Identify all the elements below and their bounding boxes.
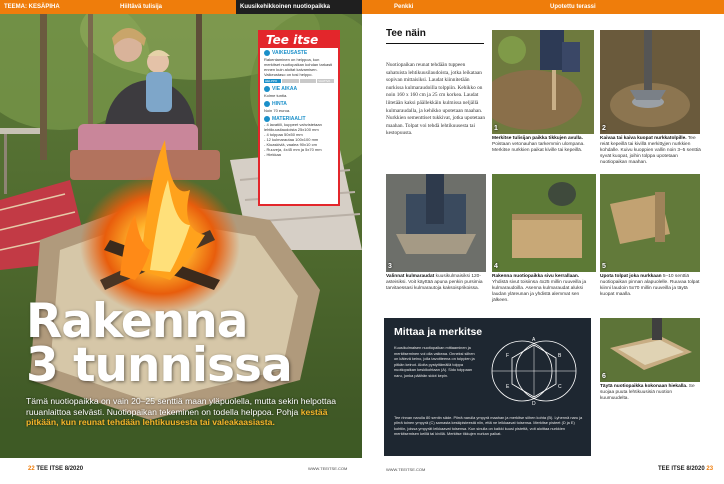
step-photo-1 — [492, 30, 594, 134]
step-caption-3: Valinnat kulmaraudat kuusikulmaisiksi 120-asteisiksi. Voit käyttää apuna penkin pursimia tarvitaessasi kulmarautoja kaksoisprikoissa. — [386, 274, 483, 291]
clock-icon — [264, 86, 270, 92]
material-item: - Ruuveja, 4x45 mm ja 5x70 mm — [264, 147, 322, 152]
point-label-b: B — [558, 353, 562, 359]
step-photo-5 — [600, 174, 700, 272]
right-topbar — [362, 0, 724, 14]
measure-title: Mittaa ja merkitse — [394, 326, 483, 338]
material-item: - Kiuaskiviä, vaalea 90x10 cm — [264, 142, 317, 147]
measure-box — [384, 318, 591, 456]
section-tab — [0, 0, 116, 14]
page-number: 22 — [28, 466, 35, 472]
difficulty-scale: HELPPO VAATIVA — [264, 79, 334, 83]
materials-list — [264, 122, 334, 157]
step-number: 5 — [602, 263, 606, 270]
website: WWW.TEEITSE.COM — [308, 466, 348, 471]
difficulty-section: VAIKEUSASTE Rakentaminen on helppoa, kun merkitset nuotiopaikan kohdan tarkasti ennen kuin aloitat kaivamisen. Vaikeustaso on tosi helppo. HELPPO VAATIVA — [264, 50, 333, 83]
website: WWW.TEEITSE.COM — [386, 467, 426, 472]
step-photo-6 — [600, 318, 700, 382]
step-caption-1: Merkitse tulisijan paikka tikkujen avulla. Poistaan vetonauhan tarkemmin ulompana. Merkitse nurkkien paikat kiville tai kepeillä. — [492, 136, 585, 153]
material-item: - 4 tolppaa 50x50 mm — [264, 132, 303, 137]
difficulty-text: Rakentaminen on helppoa, kun merkitset nuotiopaikan kohdan tarkasti ennen kuin aloitat kaivamisen. Vaikeustaso on tosi helppo. — [264, 57, 333, 77]
price-section: HINTA Noin 70 euroa. — [260, 99, 338, 114]
step-caption-4: Rakenna nuotiopaikka sivu kerrallaan. Yhdistä sivut toisiinsa 4x25 millin ruuveilla ja kulmaraudoilla. Asenna kulmaraudat aluksi laudan yläreunan ja yhdistä alemmat sen jälkeen. — [492, 274, 587, 303]
time-text: Kolme tuntia. — [264, 93, 288, 98]
time-section: VIE AIKAA Kolme tuntia. — [260, 84, 338, 99]
measure-instructions: Tee rinnan narulla 80 sentin säde. Piirrä narulla ympyrä maahan ja merkitse siihen kohta (B). Lyhennä naru ja piirrä toinen ympyrä (C) samasta keskipisteestä niin, että ne leikkaavat toisensa. Merkitse pisteet (D ja E) kohtiin, joissa ympyrät leikkaavat toisensa. Kun sinulla on kaikki kuusi pistettä, voit aloittaa nurkkien merkitsemisen keillä tai kivillä. Merkitse tikkujen nurkan paikat. — [394, 415, 583, 437]
article-headline: Rakenna 3 tunnissa — [26, 294, 292, 393]
point-label-d: D — [532, 401, 536, 407]
topic-label-3: Penkki — [394, 4, 414, 10]
step-number: 3 — [388, 263, 392, 270]
topic-label-1: Hiiltävä tulisija — [120, 4, 163, 10]
material-item: - 4 lavatiili, kuppeet vahvistetaan lehtikuusilaudoista 25x100 mm — [264, 122, 322, 132]
topic-label-4: Upotettu terassi — [550, 4, 596, 10]
section-label: TEEMA: KESÄPIHA — [4, 4, 60, 10]
step-number: 1 — [494, 125, 498, 132]
point-label-e: E — [506, 384, 510, 390]
step-caption-6: Täytä nuotiopaikka kokonaan hiekalla. Se suojaa puuta lehtikuusisiä nuotion kuumuudelta. — [600, 384, 695, 401]
topic-tab-2 — [236, 0, 362, 14]
point-label-c: C — [558, 384, 562, 390]
step-photo-2 — [600, 30, 700, 134]
point-label-f: F — [506, 353, 510, 359]
step-photo-3 — [386, 174, 486, 272]
step-photo-4 — [492, 174, 596, 272]
step-number: 4 — [494, 263, 498, 270]
materials-section: MATERIAALIT - 4 lavatiili, kuppeet vahvistetaan lehtikuusilaudoista 25x100 mm - 4 tolppaa 50x50 mm - 12 kulmarautaa 100x100 mm - Kiuaskiviä, vaalea 90x10 cm - Ruuveja, 4x45 mm ja 5x70 mm - Hiekkaa — [260, 114, 338, 158]
page-number: 23 — [706, 466, 714, 472]
section-title: Tee näin — [386, 28, 426, 39]
material-item: - 12 kulmarautaa 100x100 mm — [264, 137, 319, 142]
tee-itse-box — [258, 30, 340, 206]
hexagon-diagram — [482, 332, 586, 410]
step-number: 6 — [602, 373, 606, 380]
measure-text: Kuusikulmaisen nuotiopaikan mittaaminen ja merkitseminen voi olla vaikeaa. Onneksi siihen on kätevä keino, jolla tavoitteena on tolppien ja pitkän keinot. Aloita pystyttämällä tolppa nuotiopaikan keskikohtaan (A). Sido tolppaan naru, jonka päähän sidot kepin. — [394, 345, 475, 378]
point-label-a: A — [532, 337, 536, 343]
price-icon — [264, 101, 270, 107]
title-rule — [386, 43, 484, 44]
step-caption-2: Kaivaa tai kaiva kuopat nurkkatolpille. Tee reiät kepeillä tai kivillä merkittyjen nurkkien kohdalle. Kuivu kuoppien vallin noin 3–5 senttiä syvät kuopat, joihin tolppa upotetaan nuotiopaikan maahan. — [600, 136, 701, 165]
step-caption-5: Upota tolpat joka nurkkaan 5–10 senttiä nuotiopaikan pinnan alapuolelle. Ruuvaa tolpat kiinni laudoin 5x70 millin ruuveilla ja täytä kuopat maalla. — [600, 274, 700, 297]
left-footer: 22 TEE ITSE 8/2020 WWW.TEEITSE.COM — [0, 458, 362, 484]
material-item: - Hiekkaa — [264, 152, 281, 157]
tee-itse-title: Tee itse — [260, 32, 338, 48]
step-number: 2 — [602, 125, 606, 132]
topic-label-2: Kuusikehikkoinen nuotiopaikka — [240, 4, 331, 10]
difficulty-icon — [264, 50, 270, 56]
topic-tab-1 — [116, 0, 236, 14]
lead-paragraph: Tämä nuotiopaikka on vain 20–25 senttiä maan yläpuolella, mutta sekin helpottaa ruuanlaittoa selvästi. Nuotiopaikan tekeminen on todella helppoa. Pohja kestää pitkään, kun reunat tehdään lehtikuusesta tai valeakaasiasta. — [26, 396, 337, 427]
intro-paragraph: Nuotiopaikan reunat tehdään tuppeen sahatuista lehtikuusilaudoista, jotka leikataan sopivan mittaisiksi. Laudat kiinnitetään nurkissa kulmaraudoilla tolppiin. Kehikko on noin 160 x 160 cm ja 25 cm korkea. Laudat liitetään kaksi päällekkäin kulmissa neljällä kulmaraudalla, ja kehikko upotetaan maahan. Nurkkien sementtiset tukkivat, jotka upotetaan maahan. Tolpat voi tehdä lehtikuusesta tai kestopuusta. — [386, 62, 485, 137]
price-text: Noin 70 euroa. — [264, 108, 291, 113]
right-page: Penkki Upotettu terassi Tee näin Nuotiopaikan reunat tehdään tuppeen sahatuista lehtikuusilaudoista, jotka leikataan sopivan mittaisiksi. Laudat kiinnitetään nurkissa kulmaraudoilla tolppiin. Kehikko on noin 160 x 160 cm ja 25 cm korkea. Laudat liitetään kaksi päällekkäin kulmissa neljällä kulmaraudalla, ja kehikko upotetaan maahan. Nurkkien sementtiset tukkivat, jotka upotetaan maahan. Tolpat voi tehdä lehtikuusesta tai kestopuusta. 1 2 Merkitse tulisijan paikka tikkujen avulla. Poistaan vetonauhan tarkemmin ulompana. Merkitse nurkkien paikat kiville tai kepeillä. Kaivaa tai kaiva kuopat nurkkatolpille. Tee reiät kepeillä tai kivillä merkittyjen nurkkien kohdalle. Kuivu kuoppien vallin noin 3–5 senttiä syvät kuopat, joihin tolppa upotetaan nuotiopaikan maahan. 3 4 5 Valinnat kulmaraudat kuusikulmaisiksi 120-asteisiksi. Voit käyttää apuna penkin pursimia tarvitaessasi kulmarautoja kaksoisprikoissa. Rakenna nuotiopaikka sivu kerrallaan. Yhdistä sivut toisiinsa 4x25 millin ruuveilla ja kulmaraudoilla. Asenna kulmaraudat aluksi laudan yläreunan ja yhdistä alemmat sen jälkeen. Upota tolpat joka nurkkaan 5–10 senttiä nuotiopaikan pinnan alapuolelle. Ruuvaa tolpat kiinni laudoin 5x70 millin ruuveilla ja täytä kuopat maalla. Mittaa ja merkitse Kuusikulmaisen nuotiopaikan mittaaminen ja merkitseminen voi olla vaikeaa. Onneksi siihen on kätevä keino, jolla tavoitteena on tolppien ja pitkän keinot. Aloita pystyttämällä tolppa nuotiopaikan keskikohtaan (A). Sido tolppaan naru, jonka päähän sidot kepin. A B C D E F Tee rinnan narulla 80 sentin säde. Piirrä narulla ympyrä maahan ja merkitse siihen kohta (B). Lyhennä naru ja piirrä toinen ympyrä (C) samasta keskipisteestä niin, että ne leikkaavat toisensa. Merkitse pisteet (D ja E) kohtiin, joissa ympyrät leikkaavat toisensa. Kun sinulla on kaikki kuusi pistettä, voit aloittaa nurkkien merkitsemisen keillä tai kivillä. Merkitse tikkujen nurkan paikat. 6 Täytä nuotiopaikka kokonaan hiekalla. Se suojaa puuta lehtikuusisiä nuotion kuumuudelta. WWW.TEEITSE.COM TEE ITSE 8/2020 23 — [362, 0, 724, 484]
